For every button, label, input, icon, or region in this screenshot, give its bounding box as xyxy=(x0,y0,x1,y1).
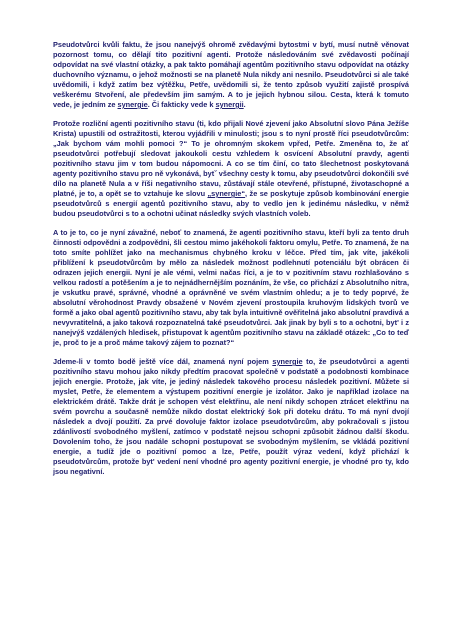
synergie-link[interactable]: synergie xyxy=(117,100,148,109)
paragraph-4-text-b: to, že pseudotvůrci a agenti pozitivního stavu mohou jako nikdy předtím pracovat společně v podstatě a podobnosti kombinace jejich energie. Protože, jak víte, je jediný následek takového procesu následek pozitivní. Můžete si myslet, Petře, že elementem a výstupem pozitivní energie je izolátor. Jako je například izolace na elektrickém drátě. Takže drát je schopen vést elektřinu, ale není nikdy schopen ztrácet elektřinu na svém povrchu a současně nemůže nikdo dostat elektrický šok při doteku drátu. To má nyní dvojí následek a dvojí použití. Za prvé dovoluje faktor izolace pseudotvůrcům, aby pokračovali s jistou zdánlivostí svobodného myšlení, zatímco v podstatě nejsou schopni způsobit žádnou další škodu. Dovolením toho, že jsou nadále schopni postupovat se svobodným myšlením, se vkládá pozitivní energie, a tudíž jde o pozitivní pomoc a lze, Petře, použít výraz vedení, když přichází k pseudotvůrcům, protože byt' vedení není vhodné pro agenty pozitivní energie, je vhodné pro ty, kdo jsou negativní. xyxy=(53,357,409,476)
paragraph-1-text-b: . Či fakticky vede k xyxy=(147,100,216,109)
synergie-link-2[interactable]: synergie xyxy=(272,357,303,366)
paragraph-2 xyxy=(53,119,409,219)
paragraph-3-text: A to je to, co je nyní závažné, neboť to znamená, že agenti pozitivního stavu, kteří byli za tento druh činnosti odpovědni a zodpovědni, šli cestou mimo jakéhokoli faktoru omylu, Petře. To znamená, že na toto smíte pohlížet jako na mechanismus chybného kroku v léčce. Před tím, jak víte, jakékoli přiblížení k pseudotvůrcům by mělo za následek možnost podlehnutí potenciálu být obrácen či odrazen jejich energii. Nyní je ale vémi, velmi načas říci, a je to v pozitivním stavu rozhlašováno s velkou radostí a potěšením a je to nejnádhernějším poznáním, že vše, co přichází z Absolutního nitra, je vskutku pravé, správné, vhodné a oprávněné ve svém vlastním ohledu; a je to tedy poprvé, že absolutní věrohodnost Pravdy obsažené v Novém zjevení prostoupila kruhovým lidských tvorů ve formě a jako obal agentů pozitivního stavu, aby tak byla intuitivně ověřitelná jako absolutní pravdivá a nevyvratitelná, a jako taková rozpoznatelná také pseudotvůrci. Jak jinak by byli s to a ochotni, byt' i z nanejvýš vzdálených hledisek, přistupovat k agentům pozitivního stavu na základě otázek: „Co to teď je, proč to je a proč máme takový zájem to poznat?“ xyxy=(53,228,409,347)
synergie-quoted-link[interactable]: „synergie“ xyxy=(207,189,246,198)
paragraph-1-text-a: Pseudotvůrci kvůli faktu, že jsou nanejvýš ohromě zvědavými bytostmi v bytí, musí nutně věnovat pozornost tomu, co dělají tito pozitivní agenti. Protože následováním své zvědavosti počínají odpovídat na své vlastní otázky, a pak takto pomáhají agentům pozitivního stavu odpovídat na otázky duchovního významu, o jehož možnosti se na planetě Nula nikdy ani nesnilo. Pseudotvůrci si ale také uvědomili, i když zatím bez výtěžku, Petře, uvědomili si, že tento způsob využití zajistě prospívá veškerému Stvoření, ale především jim samým. A to je jejich hybnou silou. Cesta, která k tomuto vede, je jedním ze xyxy=(53,40,409,109)
paragraph-3 xyxy=(53,228,409,348)
synergii-link[interactable]: synergii xyxy=(215,100,244,109)
paragraph-4 xyxy=(53,357,409,477)
paragraph-1-text-c: . xyxy=(243,100,246,109)
paragraph-4-text-a: Jdeme-li v tomto bodě ještě více dál, znamená nyní pojem xyxy=(53,357,273,366)
paragraph-2-text-a: Protože rozliční agenti pozitivního stavu (ti, kdo přijali Nové zjevení jako Absolutní slovo Pána Ježíše Krista) upustili od ostražitosti, kterou vyjádřili v minulosti; jsou s to nyní prostě říci pseudotvůrcům: „Jak bychom vám mohli pomoci ?“ To je ohromným skokem vpřed, Petře. Zmeněna to, že ať pseudotvůrci potřebují sledovat jakoukoli cestu vzhledem k osvícení Absolutní pravdy, agenti pozitivního stavu jim v tom budou nápomocni. A co se tím činí, co tato šlechetnost poskytovaná agenty pozitivního stavu pro ně vykonává, bytˇ všechny cesty k tomu, aby pseudotvůrci dokončili své dílo na planetě Nula a v říši negativního stavu, zůstávají stále otevřené, přístupné, životaschopné a platné, je to, a opět se to vztahuje ke slovu xyxy=(53,119,409,198)
paragraph-2-text-b: , že se poskytuje způsob kombinování energie pseudotvůrců s energií agentů pozitivního stavu, aby to vedlo jen k jedinému následku, v němž budou pseudotvůrci s to a ochotni učinat následky svých vlastních voleb. xyxy=(53,189,409,218)
paragraph-1 xyxy=(53,40,409,110)
